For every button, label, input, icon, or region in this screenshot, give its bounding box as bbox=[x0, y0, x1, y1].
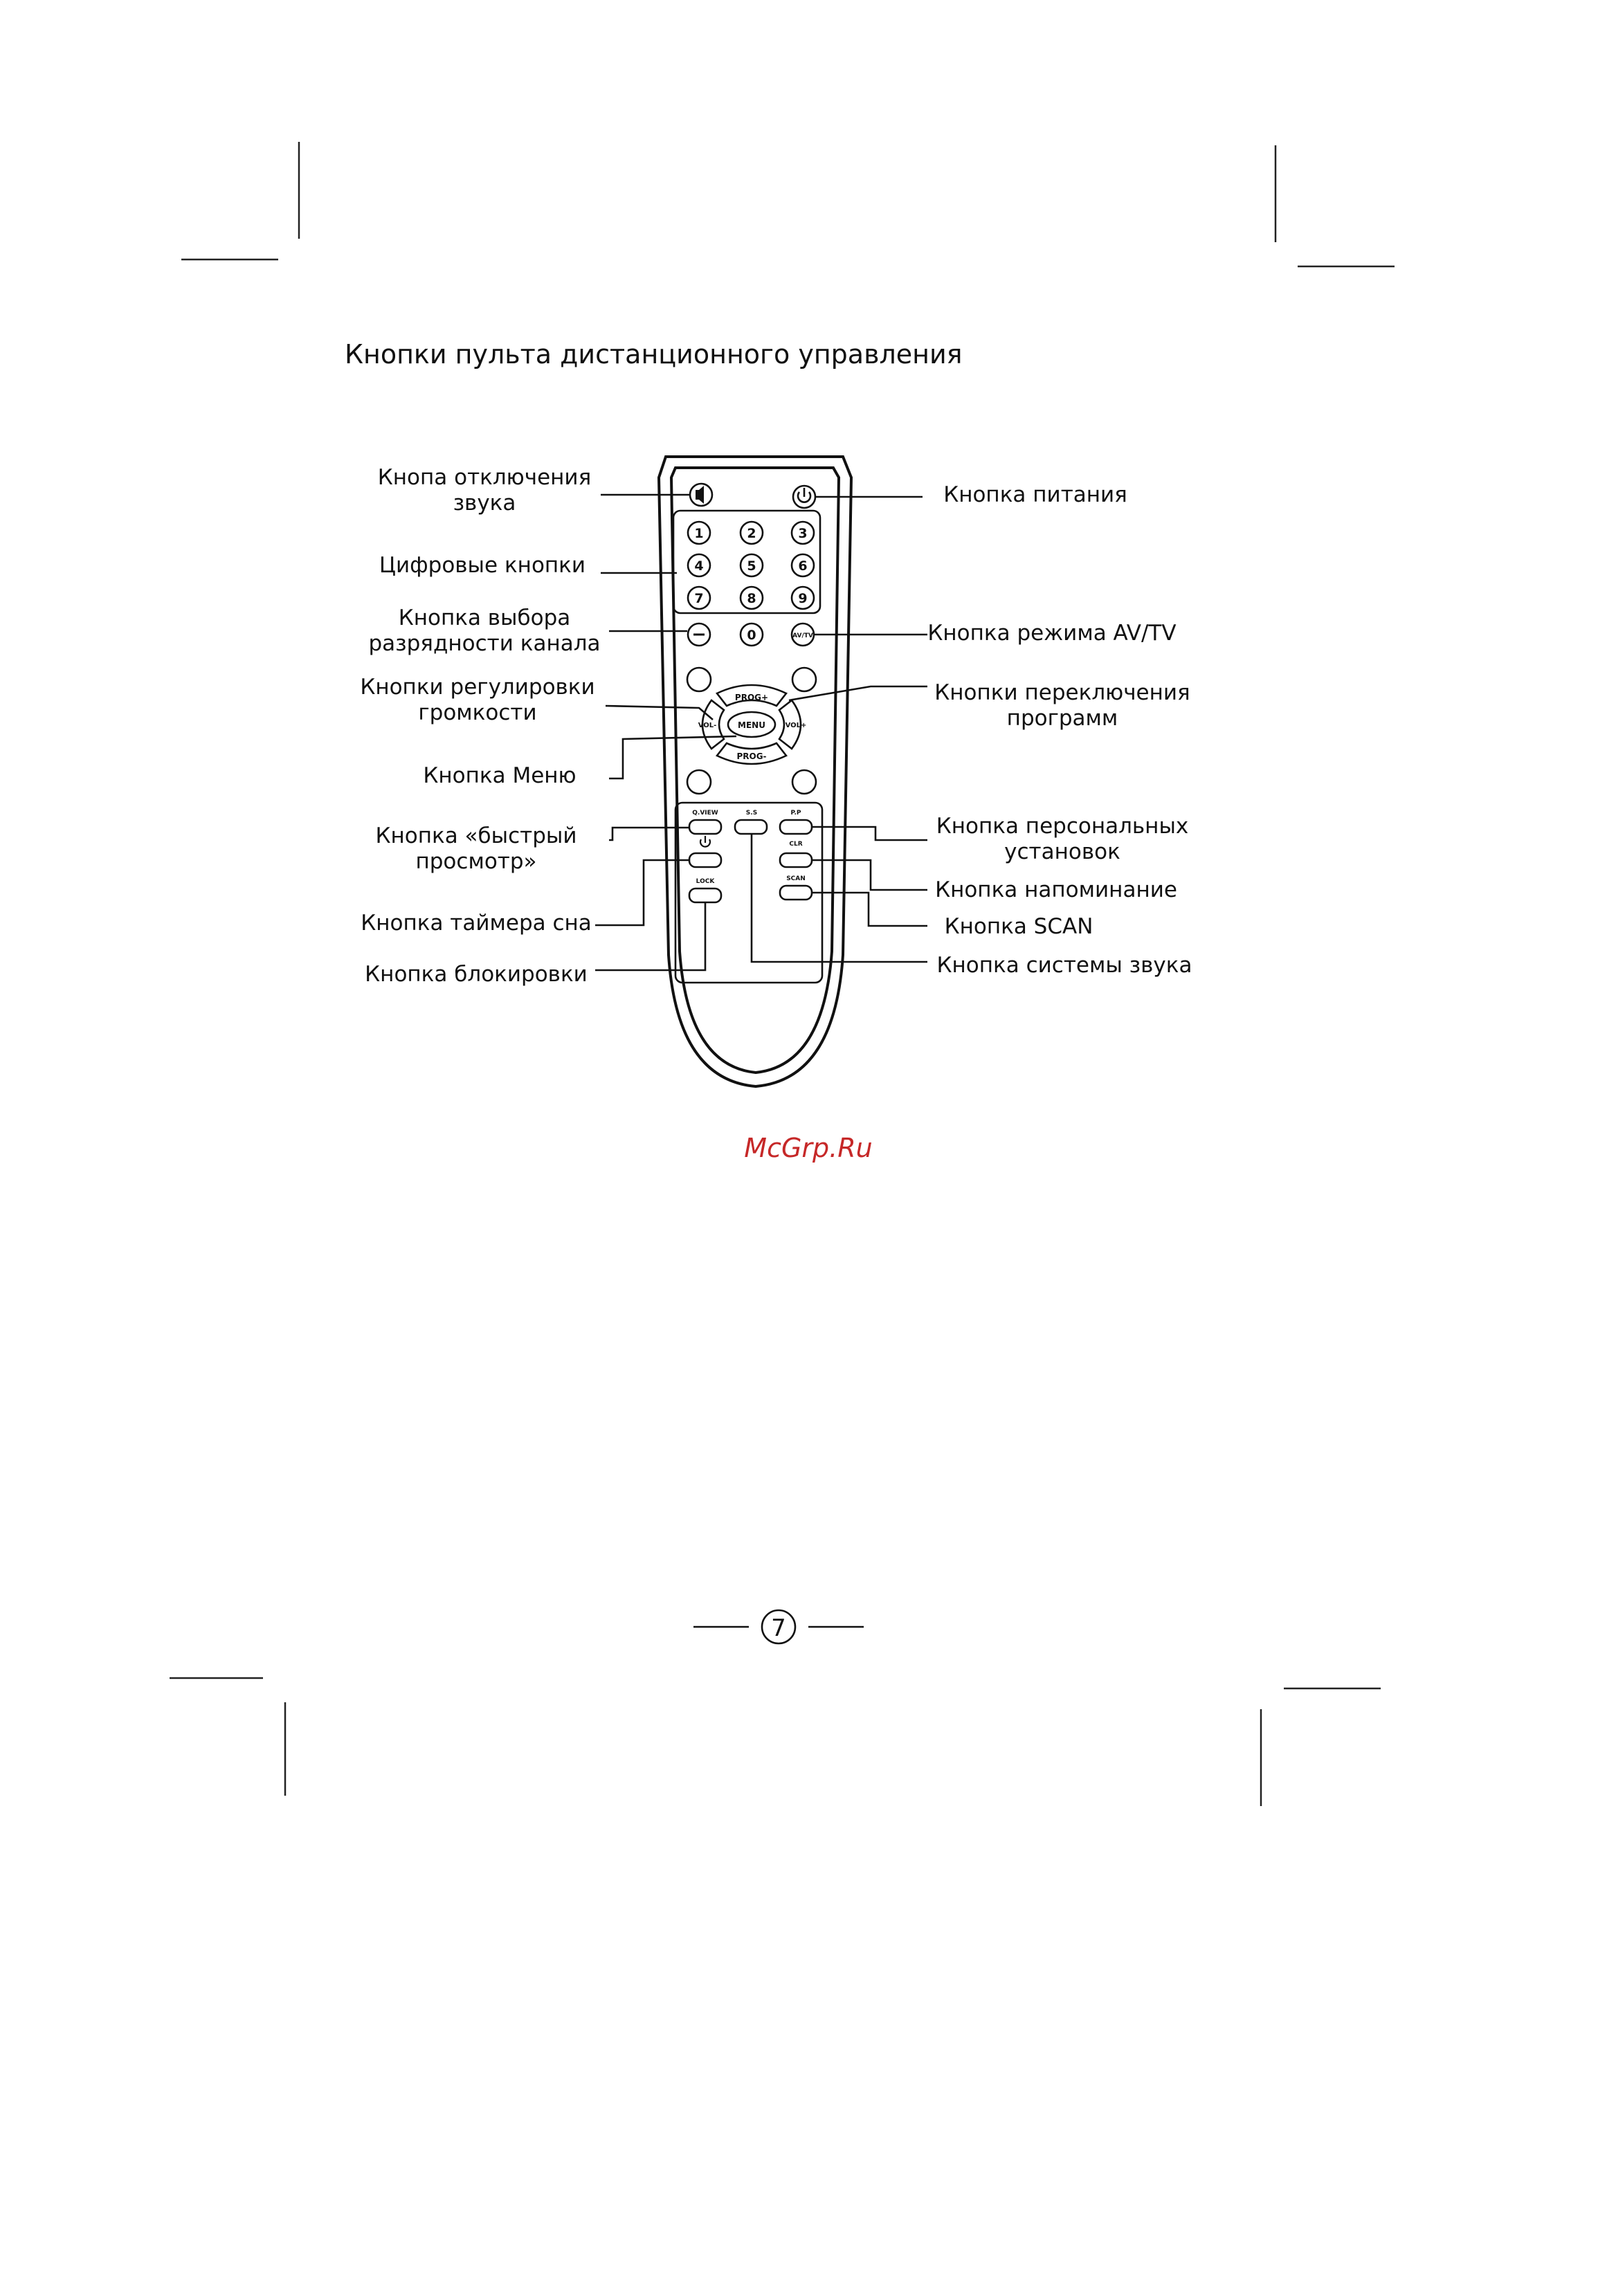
lock-button[interactable] bbox=[689, 878, 721, 902]
qview-button[interactable] bbox=[689, 810, 721, 834]
digit-button-2[interactable] bbox=[741, 522, 763, 544]
svg-text:LOCK: LOCK bbox=[696, 878, 715, 885]
personal-settings-button[interactable] bbox=[780, 810, 812, 834]
prog-up-button[interactable] bbox=[717, 685, 786, 706]
svg-text:P.P: P.P bbox=[790, 810, 801, 817]
digit-button-7[interactable] bbox=[688, 587, 710, 609]
callouts-left bbox=[360, 465, 600, 987]
svg-text:5: 5 bbox=[747, 558, 756, 574]
color-button-bottom-left[interactable] bbox=[687, 770, 711, 794]
av-tv-button[interactable] bbox=[792, 623, 814, 646]
remote-control bbox=[659, 457, 851, 1086]
digit-button-5[interactable] bbox=[741, 554, 763, 576]
callout-personal: Кнопка персональных установок bbox=[936, 814, 1189, 864]
svg-text:MENU: MENU bbox=[738, 720, 765, 730]
color-button-top-right[interactable] bbox=[792, 668, 816, 691]
page-title: Кнопки пульта дистанционного управления bbox=[345, 339, 963, 370]
svg-text:PROG+: PROG+ bbox=[734, 693, 769, 702]
callout-scan: Кнопка SCAN bbox=[944, 914, 1093, 939]
digit-button-6[interactable] bbox=[792, 554, 814, 576]
vol-plus-button[interactable] bbox=[779, 700, 806, 749]
svg-text:PROG-: PROG- bbox=[736, 751, 767, 761]
watermark: McGrp.Ru bbox=[744, 1133, 873, 1163]
callouts-right bbox=[927, 482, 1192, 978]
mute-icon[interactable] bbox=[690, 484, 712, 506]
crop-marks bbox=[170, 142, 1395, 1806]
callout-reminder: Кнопка напоминание bbox=[935, 877, 1177, 902]
digit-button-4[interactable] bbox=[688, 554, 710, 576]
scan-button[interactable] bbox=[780, 875, 812, 900]
power-icon[interactable] bbox=[793, 486, 815, 508]
callout-menu: Кнопка Меню bbox=[423, 763, 576, 788]
digit-button-9[interactable] bbox=[792, 587, 814, 609]
svg-text:2: 2 bbox=[747, 526, 756, 541]
callout-sound: Кнопка системы звука bbox=[936, 953, 1192, 978]
callout-lock: Кнопка блокировки bbox=[365, 962, 588, 987]
callout-programs: Кнопки переключения программ bbox=[934, 680, 1190, 731]
svg-text:3: 3 bbox=[798, 526, 808, 541]
callout-mute: Кнопа отключения звука bbox=[377, 465, 592, 516]
digit-select-button[interactable] bbox=[688, 623, 710, 646]
color-button-top-left[interactable] bbox=[687, 668, 711, 691]
svg-text:7: 7 bbox=[771, 1614, 786, 1642]
page-number bbox=[693, 1610, 864, 1643]
svg-text:4: 4 bbox=[694, 558, 704, 574]
callout-digits: Цифровые кнопки bbox=[379, 553, 586, 578]
svg-text:VOL+: VOL+ bbox=[785, 722, 807, 729]
svg-text:1: 1 bbox=[694, 526, 704, 541]
callout-digit-select: Кнопка выбора разрядности канала bbox=[368, 605, 601, 656]
svg-text:Q.VIEW: Q.VIEW bbox=[692, 810, 718, 817]
svg-text:AV/TV: AV/TV bbox=[792, 632, 813, 639]
digit-button-3[interactable] bbox=[792, 522, 814, 544]
svg-text:0: 0 bbox=[747, 628, 756, 643]
vol-minus-button[interactable] bbox=[698, 700, 724, 749]
svg-text:VOL-: VOL- bbox=[698, 722, 717, 729]
digit-button-8[interactable] bbox=[741, 587, 763, 609]
callout-av-tv: Кнопка режима AV/TV bbox=[927, 621, 1177, 646]
menu-button[interactable] bbox=[728, 712, 775, 737]
sound-system-button[interactable] bbox=[735, 810, 767, 834]
svg-text:SCAN: SCAN bbox=[786, 875, 806, 882]
svg-text:6: 6 bbox=[798, 558, 808, 574]
digit-button-0[interactable] bbox=[741, 623, 763, 646]
callout-quick-view: Кнопка «быстрый просмотр» bbox=[375, 823, 577, 874]
digit-button-1[interactable] bbox=[688, 522, 710, 544]
svg-text:9: 9 bbox=[798, 591, 808, 606]
callout-power: Кнопка питания bbox=[943, 482, 1127, 507]
svg-text:S.S: S.S bbox=[745, 810, 758, 817]
svg-text:CLR: CLR bbox=[789, 841, 803, 848]
color-button-bottom-right[interactable] bbox=[792, 770, 816, 794]
svg-text:7: 7 bbox=[694, 591, 704, 606]
callout-sleep: Кнопка таймера сна bbox=[361, 911, 592, 936]
sleep-timer-button[interactable] bbox=[689, 836, 721, 867]
callout-volume: Кнопки регулировки громкости bbox=[360, 675, 595, 725]
prog-down-button[interactable] bbox=[717, 743, 786, 764]
reminder-button[interactable] bbox=[780, 841, 812, 867]
svg-text:8: 8 bbox=[747, 591, 756, 606]
